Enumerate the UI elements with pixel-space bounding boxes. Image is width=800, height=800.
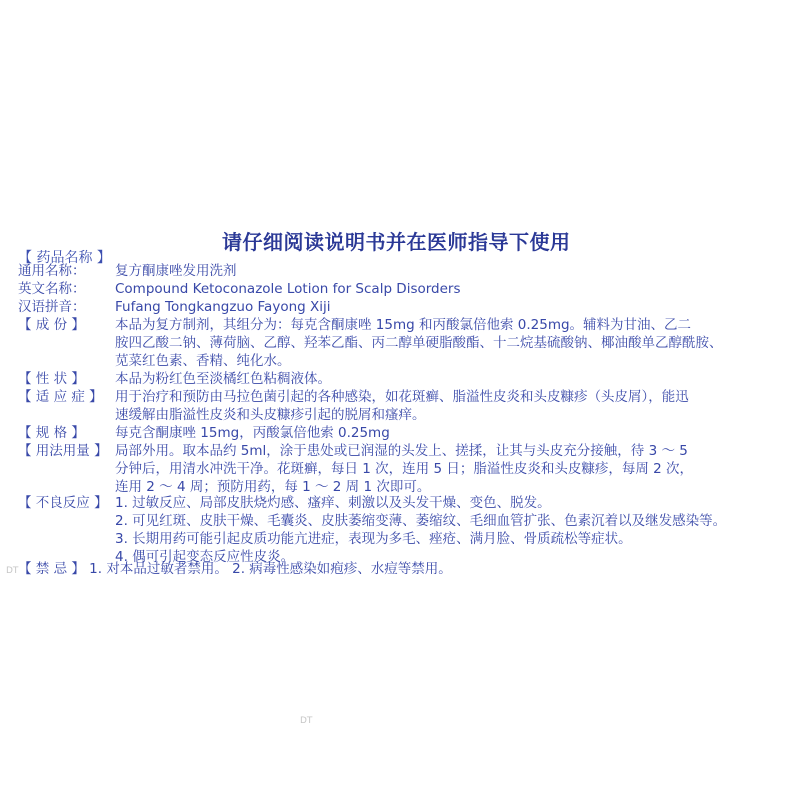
row-value-line: 局部外用。取本品约 5ml，涂于患处或已润湿的头发上、搓揉，让其与头皮充分接触，待 3 ～ 5 xyxy=(115,443,688,459)
row-value xyxy=(115,280,788,298)
section-heading-drug-name: 【 药品名称 】 xyxy=(18,250,111,266)
row-label: 【 适 应 症 】 xyxy=(18,389,103,405)
cutoff-row-fragment: 【 禁 忌 】 1. 对本品过敏者禁用。 2. 病毒性感染如疱疹、水痘等禁用。 xyxy=(18,561,452,577)
row-value-line: Fufang Tongkangzuo Fayong Xiji xyxy=(115,299,331,315)
row-value xyxy=(115,298,788,316)
row-label: 英文名称： xyxy=(18,281,86,297)
row-value-line: 4. 偶可引起变态反应性皮炎。 xyxy=(115,549,295,565)
row-value-line: 胺四乙酸二钠、薄荷脑、乙醇、羟苯乙酯、丙二醇单硬脂酸酯、十二烷基硫酸钠、椰油酸单乙醇酰胺、 xyxy=(115,335,723,351)
row-value-line: 用于治疗和预防由马拉色菌引起的各种感染，如花斑癣、脂溢性皮炎和头皮糠疹（头皮屑），能迅 xyxy=(115,389,689,405)
row-value-line: 2. 可见红斑、皮肤干燥、毛囊炎、皮肤萎缩变薄、萎缩纹、毛细血管扩张、色素沉着以及继发感染等。 xyxy=(115,513,727,529)
watermark-left: DT xyxy=(6,566,19,576)
row-value-line: 分钟后，用清水冲洗干净。花斑癣，每日 1 次，连用 5 日；脂溢性皮炎和头皮糠疹，每周 2 次， xyxy=(115,461,694,477)
row-value-line: 1. 过敏反应、局部皮肤烧灼感、瘙痒、刺激以及头发干燥、变色、脱发。 xyxy=(115,495,551,511)
row-value-line: 速缓解由脂溢性皮炎和头皮糠疹引起的脱屑和瘙痒。 xyxy=(115,407,426,423)
row-value-line: 本品为粉红色至淡橘红色粘稠液体。 xyxy=(115,371,331,387)
watermark-center: DT xyxy=(300,716,313,726)
cutoff-next-row xyxy=(18,556,788,577)
row-label: 【 成 份 】 xyxy=(18,317,85,333)
row-value xyxy=(115,424,788,442)
row-value-line: 连用 2 ～ 4 周；预防用药，每 1 ～ 2 周 1 次即可。 xyxy=(115,479,431,495)
row-label: 通用名称： xyxy=(18,263,86,279)
row-label: 【 性 状 】 xyxy=(18,371,85,387)
row-value-line: 苋菜红色素、香精、纯化水。 xyxy=(115,353,291,369)
row-value xyxy=(115,388,788,424)
row-label: 【 不良反应 】 xyxy=(18,495,108,511)
row-value xyxy=(115,316,788,370)
warning-header-text: 请仔细阅读说明书并在医师指导下使用 xyxy=(222,230,571,254)
row-value xyxy=(115,442,788,496)
row-label: 汉语拼音： xyxy=(18,299,86,315)
row-value xyxy=(115,370,788,388)
row-value-line: 复方酮康唑发用洗剂 xyxy=(115,263,237,279)
row-value xyxy=(115,262,788,280)
leaflet-warning-header xyxy=(222,228,602,254)
row-value-line: 每克含酮康唑 15mg，丙酸氯倍他索 0.25mg xyxy=(115,425,390,441)
row-label: 【 规 格 】 xyxy=(18,425,85,441)
row-value-line: Compound Ketoconazole Lotion for Scalp Disorders xyxy=(115,281,461,297)
row-value-line: 本品为复方制剂，其组分为：每克含酮康唑 15mg 和丙酸氯倍他索 0.25mg。辅料为甘油、乙二 xyxy=(115,317,692,333)
row-label: 【 用法用量 】 xyxy=(18,443,108,459)
row-value-line: 3. 长期用药可能引起皮质功能亢进症，表现为多毛、痤疮、满月脸、骨质疏松等症状。 xyxy=(115,531,632,547)
